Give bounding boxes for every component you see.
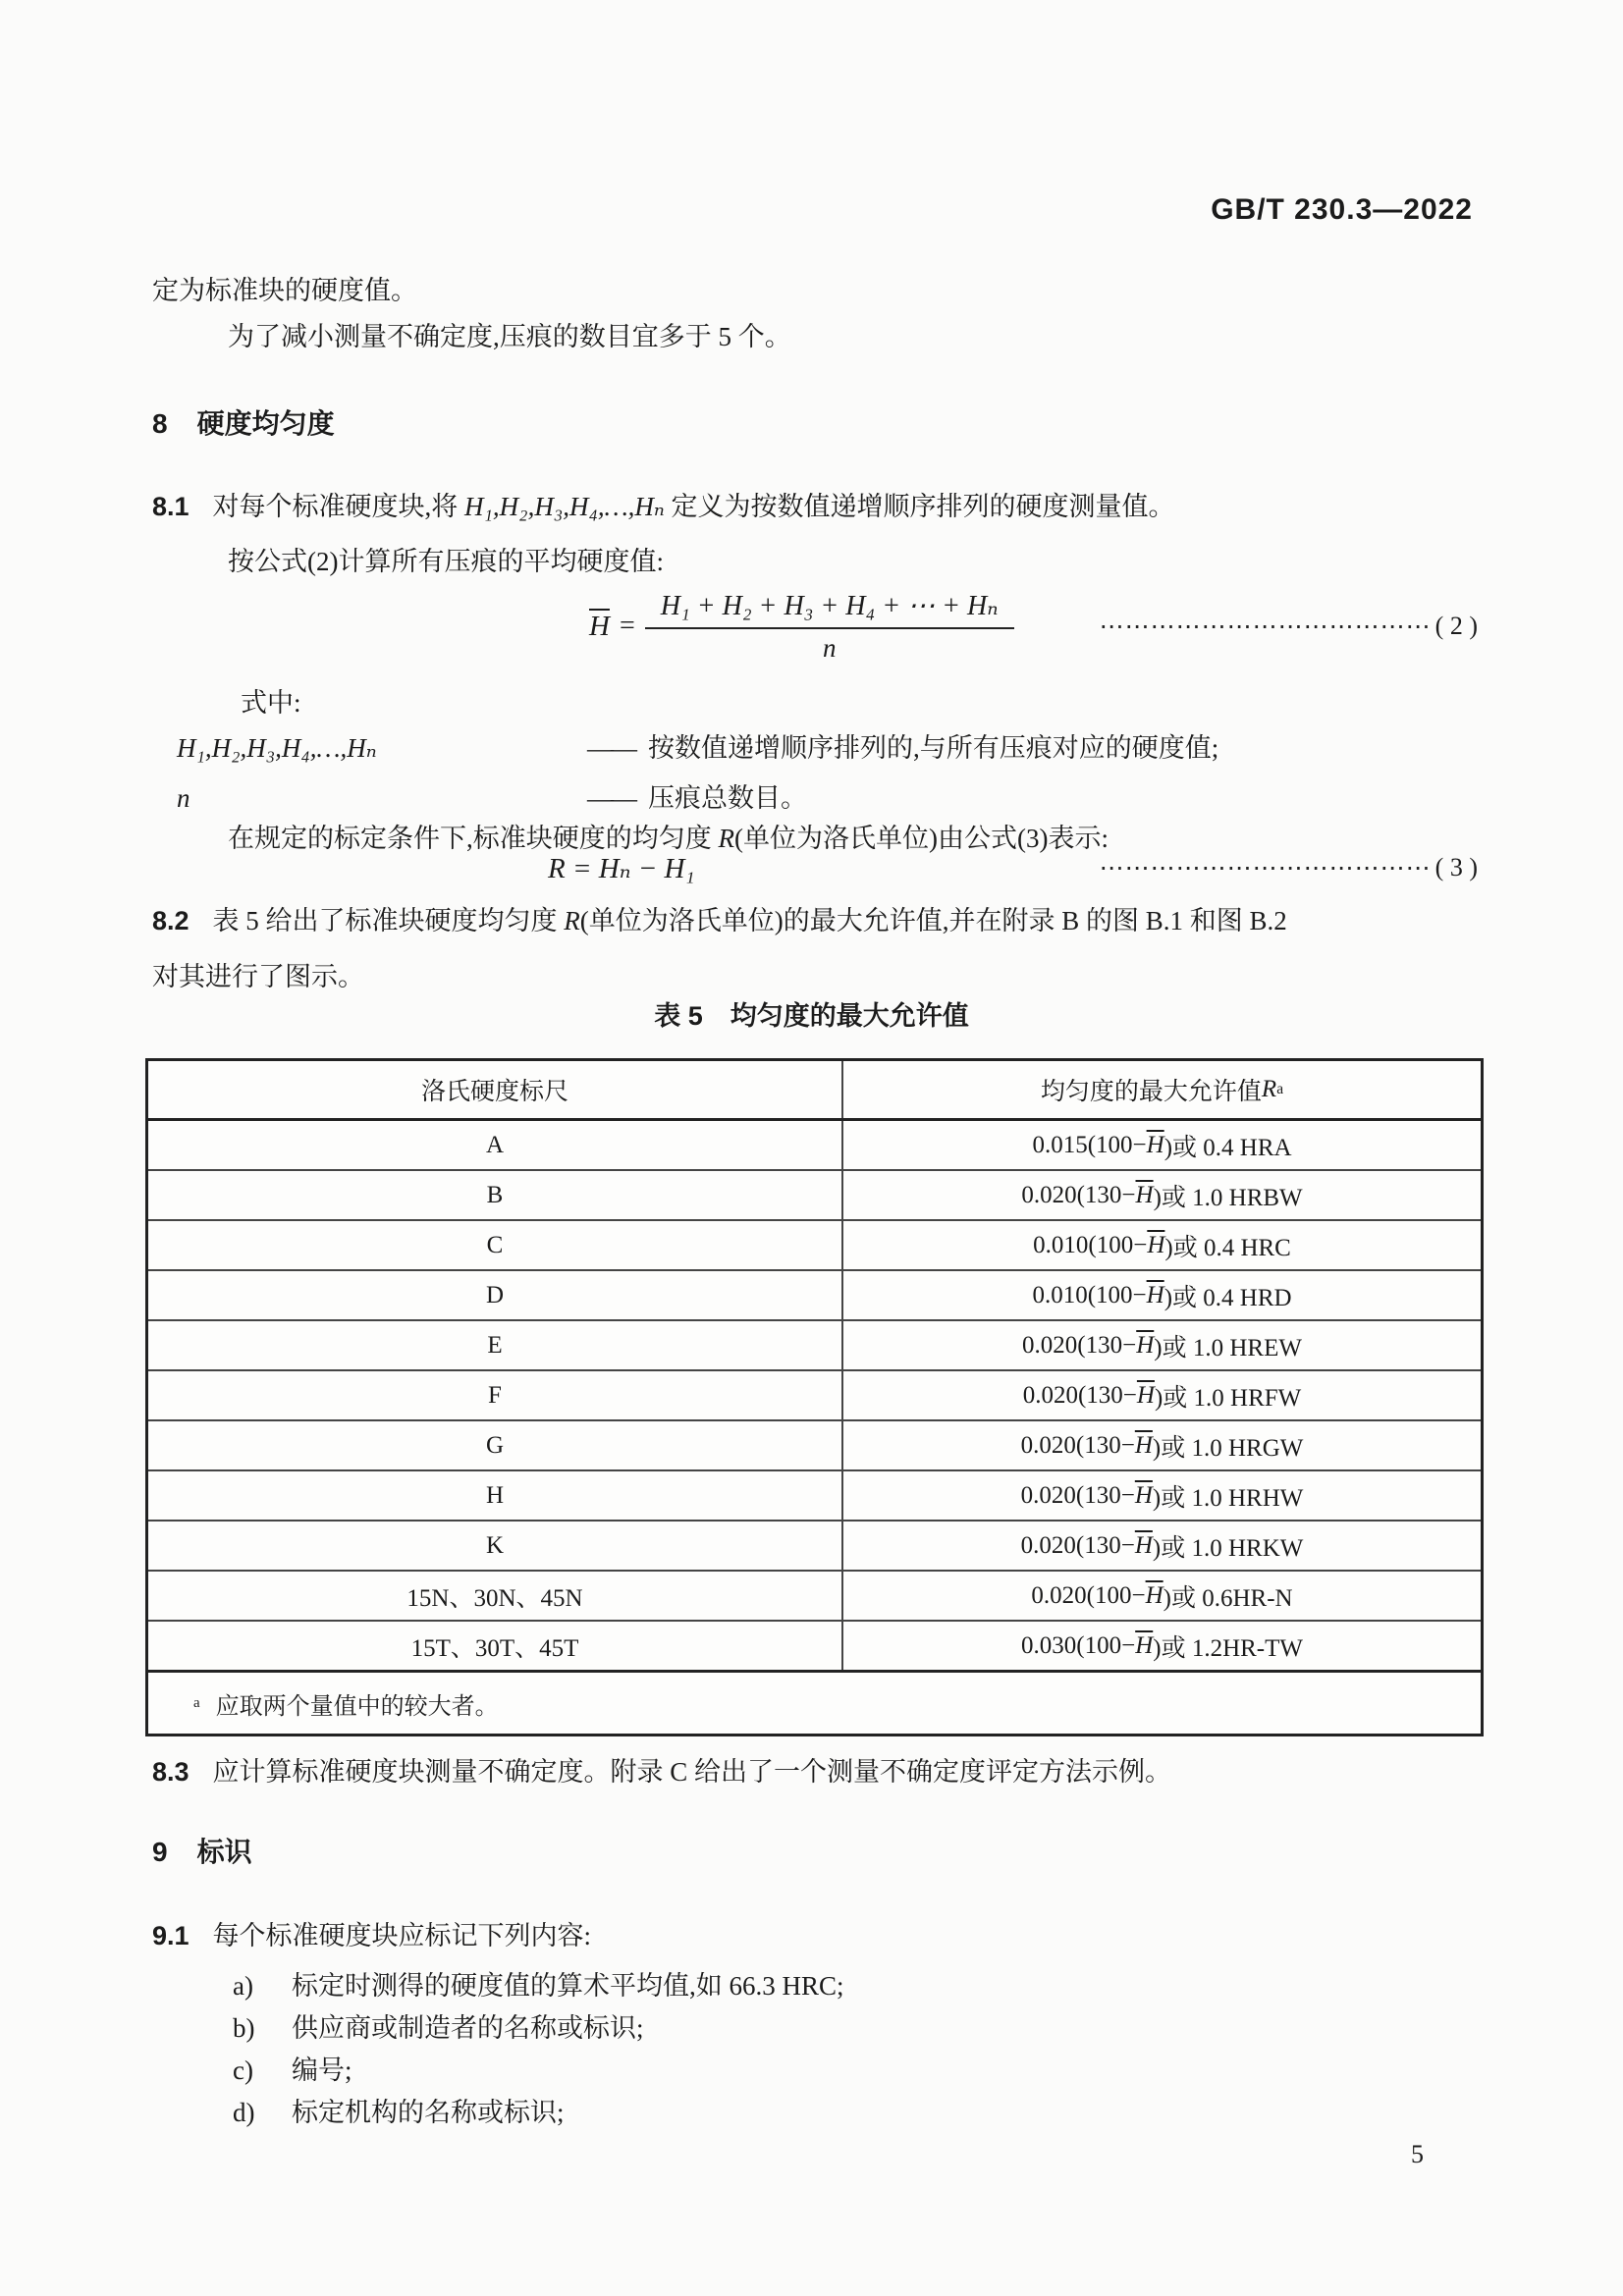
h-bar-symbol: $\overline{H}$: [1136, 1381, 1155, 1409]
formula-body: R = Hₙ − H₁: [548, 852, 695, 884]
h-bar-symbol: $\overline{H}$: [1134, 1431, 1153, 1459]
definition-dash: ——: [587, 783, 634, 813]
table-title-text: 均匀度的最大允许值: [730, 1001, 969, 1031]
clause-text: (单位为洛氏单位)的最大允许值,并在附录 B 的图 B.1 和图 B.2: [579, 906, 1287, 935]
scale-cell: H: [148, 1471, 843, 1520]
value-pre: 0.020(130−: [1021, 1181, 1136, 1208]
h-bar-symbol: $\overline{H}$: [1146, 1131, 1164, 1158]
value-post: )或 0.4 HRC: [1164, 1234, 1291, 1261]
list-item-text: 标定机构的名称或标识;: [292, 2098, 565, 2127]
value-cell: [843, 1271, 1481, 1319]
value-cell: [843, 1522, 1481, 1570]
variable-R: R: [1261, 1076, 1277, 1102]
value-pre: 0.020(130−: [1020, 1431, 1135, 1459]
list-item-text: 标定时测得的硬度值的算术平均值,如 66.3 HRC;: [292, 1971, 844, 2001]
section-title: 硬度均匀度: [196, 408, 335, 439]
list-item-label: c): [233, 2056, 253, 2085]
header-text: 均匀度的最大允许值: [1040, 1079, 1262, 1105]
value-pre: 0.015(100−: [1032, 1131, 1147, 1158]
scale-cell: 15N、30N、45N: [148, 1572, 843, 1620]
page-number: 5: [1411, 2140, 1424, 2168]
value-post: )或 1.0 HRFW: [1154, 1384, 1302, 1412]
paragraph-8-2: [152, 905, 1287, 938]
scale-cell: B: [148, 1171, 843, 1219]
variable-R: R: [718, 824, 734, 853]
h-bar-symbol: $\overline{H}$: [1136, 1331, 1155, 1359]
term-definition: [177, 776, 807, 815]
table-row: [148, 1369, 1481, 1419]
h-bar-symbol: $\overline{H}$: [1134, 1481, 1153, 1509]
formula-lhs-hbar: $\overline{H}$: [589, 610, 610, 642]
value-cell: [843, 1471, 1481, 1520]
dot-leader: ⋯⋯⋯⋯⋯⋯⋯⋯⋯⋯⋯⋯⋯: [1099, 855, 1432, 881]
fraction: [645, 589, 1014, 664]
where-label: 式中:: [241, 688, 301, 718]
h-bar-symbol: $\overline{H}$: [1147, 1231, 1165, 1258]
clause-number: 9.1: [152, 1921, 189, 1950]
value-pre: 0.020(130−: [1022, 1331, 1137, 1359]
list-item-text: 供应商或制造者的名称或标识;: [292, 2013, 644, 2043]
table-row: [148, 1319, 1481, 1369]
value-post: )或 1.0 HRGW: [1152, 1434, 1304, 1462]
value-post: )或 0.4 HRD: [1163, 1284, 1292, 1311]
fraction-denominator: n: [822, 633, 837, 663]
value-post: )或 1.0 HREW: [1154, 1334, 1302, 1362]
clause-text: 表 5 给出了标准块硬度均匀度: [212, 906, 565, 935]
scale-cell: F: [148, 1371, 843, 1419]
h-bar-symbol: $\overline{H}$: [1135, 1631, 1154, 1659]
fraction-numerator: H₁ + H₂ + H₃ + H₄ + ⋯ + Hₙ: [645, 589, 1014, 629]
list-item: [233, 2012, 644, 2046]
term-definition: [177, 726, 1218, 765]
list-item-label: d): [233, 2098, 255, 2127]
section-number: 8: [152, 408, 168, 439]
paragraph-8-1: [152, 491, 1175, 524]
table-row: [148, 1419, 1481, 1469]
clause-text: 在规定的标定条件下,标准块硬度的均匀度: [228, 824, 719, 853]
table-row: [148, 1570, 1481, 1620]
table-row: [148, 1520, 1481, 1570]
value-cell: [843, 1622, 1481, 1670]
h-bar-symbol: $\overline{H}$: [1145, 1581, 1163, 1609]
scale-cell: G: [148, 1421, 843, 1469]
value-pre: 0.010(100−: [1033, 1231, 1148, 1258]
scale-cell: K: [148, 1522, 843, 1570]
col-header-scale: 洛氏硬度标尺: [148, 1061, 843, 1118]
value-post: )或 1.0 HRBW: [1153, 1184, 1303, 1211]
value-post: )或 1.0 HRKW: [1152, 1534, 1304, 1562]
value-cell: [843, 1221, 1481, 1269]
section-9-heading: [152, 1835, 252, 1869]
value-pre: 0.020(100−: [1031, 1581, 1146, 1609]
paragraph-8-1-line2: 按公式(2)计算所有压痕的平均硬度值:: [228, 547, 664, 576]
paragraph: 为了减小测量不确定度,压痕的数目宜多于 5 个。: [228, 322, 791, 351]
term-symbol: H₁,H₂,H₃,H₄,…,Hₙ: [177, 733, 377, 763]
scale-cell: E: [148, 1321, 843, 1369]
formula-number: ( 3 ): [1434, 853, 1478, 881]
value-cell: [843, 1321, 1481, 1369]
list-item-label: b): [233, 2013, 255, 2043]
list-item: [233, 2097, 565, 2130]
table-row: [148, 1121, 1481, 1169]
value-cell: [843, 1121, 1481, 1169]
scale-cell: A: [148, 1121, 843, 1169]
equals-sign: =: [619, 611, 635, 641]
scale-cell: 15T、30T、45T: [148, 1622, 843, 1670]
section-number: 9: [152, 1837, 168, 1867]
dot-leader: ⋯⋯⋯⋯⋯⋯⋯⋯⋯⋯⋯⋯⋯: [1099, 614, 1432, 640]
value-pre: 0.020(130−: [1020, 1531, 1135, 1559]
clause-text: 对每个标准硬度块,将: [212, 492, 465, 521]
section-title: 标识: [196, 1837, 252, 1867]
value-cell: [843, 1171, 1481, 1219]
value-pre: 0.030(100−: [1021, 1631, 1136, 1659]
value-cell: [843, 1572, 1481, 1620]
definition-dash: ——: [587, 733, 634, 763]
clause-number: 8.1: [152, 492, 189, 521]
clause-text: 应计算标准硬度块测量不确定度。附录 C 给出了一个测量不确定度评定方法示例。: [212, 1757, 1172, 1787]
clause-text: 每个标准硬度块应标记下列内容:: [212, 1921, 592, 1950]
variable-list: H₁,H₂,H₃,H₄,…,Hₙ: [464, 492, 665, 521]
term-symbol: n: [177, 783, 190, 813]
value-post: )或 0.6HR-N: [1163, 1584, 1293, 1612]
value-pre: 0.010(100−: [1032, 1281, 1147, 1308]
table-footnote: [148, 1670, 1481, 1734]
footnote-marker: a: [193, 1694, 200, 1711]
value-post: )或 1.0 HRHW: [1152, 1484, 1304, 1512]
variable-R: R: [564, 906, 580, 935]
scale-cell: C: [148, 1221, 843, 1269]
value-pre: 0.020(130−: [1020, 1481, 1135, 1509]
footnote-text: 应取两个量值中的较大者。: [215, 1693, 499, 1720]
term-description: 按数值递增顺序排列的,与所有压痕对应的硬度值;: [648, 733, 1219, 763]
h-bar-symbol: $\overline{H}$: [1135, 1181, 1154, 1208]
scale-cell: D: [148, 1271, 843, 1319]
value-pre: 0.020(130−: [1022, 1381, 1137, 1409]
value-post: )或 0.4 HRA: [1163, 1134, 1292, 1161]
standard-code: GB/T 230.3—2022: [1211, 193, 1473, 226]
table-row: [148, 1620, 1481, 1670]
paragraph-8-3: [152, 1756, 1171, 1789]
term-description: 压痕总数目。: [648, 783, 807, 813]
value-cell: [843, 1421, 1481, 1469]
h-bar-symbol: $\overline{H}$: [1146, 1281, 1164, 1308]
footnote-marker: a: [1276, 1081, 1284, 1097]
col-header-max-value: [843, 1061, 1481, 1118]
list-item: [233, 1970, 844, 2003]
list-item-label: a): [233, 1971, 253, 2001]
list-item-text: 编号;: [292, 2056, 352, 2085]
paragraph-continuation: 定为标准块的硬度值。: [152, 276, 417, 305]
table-row: [148, 1169, 1481, 1219]
table-header-row: [148, 1061, 1481, 1121]
table-row: [148, 1219, 1481, 1269]
clause-text: (单位为洛氏单位)由公式(3)表示:: [734, 824, 1109, 853]
value-post: )或 1.2HR-TW: [1153, 1634, 1303, 1662]
section-8-heading: [152, 406, 335, 441]
formula-number: ( 2 ): [1434, 612, 1478, 640]
list-item: [233, 2055, 352, 2088]
table-row: [148, 1269, 1481, 1319]
paragraph-8-2-line2: 对其进行了图示。: [152, 962, 364, 991]
table-row: [148, 1469, 1481, 1520]
formula-2: [589, 577, 1478, 675]
table-5: [145, 1058, 1484, 1736]
table-5-title: [0, 994, 1623, 1033]
formula-3: [548, 846, 1478, 889]
clause-number: 8.3: [152, 1757, 189, 1787]
table-label: 表 5: [654, 1001, 703, 1031]
paragraph-9-1: [152, 1920, 591, 1953]
h-bar-symbol: $\overline{H}$: [1134, 1531, 1153, 1559]
clause-text: 定义为按数值递增顺序排列的硬度测量值。: [664, 492, 1175, 521]
clause-number: 8.2: [152, 906, 189, 935]
value-cell: [843, 1371, 1481, 1419]
